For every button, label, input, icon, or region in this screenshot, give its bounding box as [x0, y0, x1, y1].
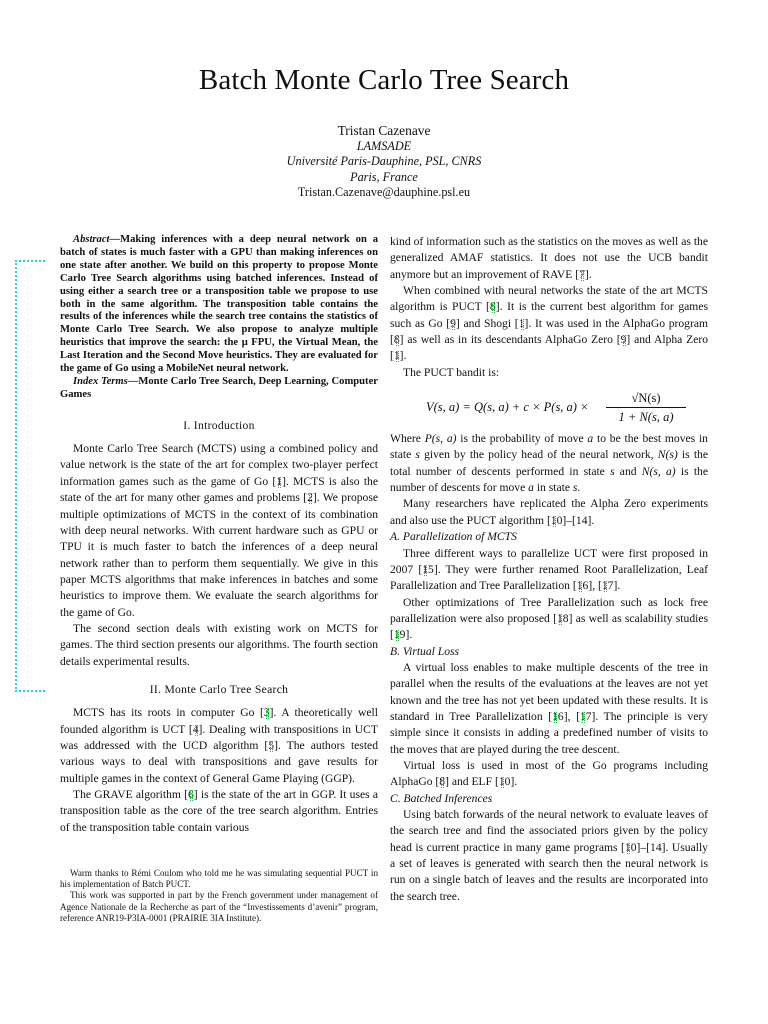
- author-email[interactable]: Tristan.Cazenave@dauphine.psl.eu: [297, 185, 471, 200]
- abstract-lead: Abstract: [73, 234, 110, 245]
- author-affiliation-lab: LAMSADE: [356, 139, 412, 153]
- paragraph: The GRAVE algorithm [6] is the state of the art in GGP. It uses a transposition table as the core of the tree search algorithm. Entries of the transposition table contain various: [60, 788, 378, 834]
- citation-link[interactable]: [16]: [572, 579, 593, 593]
- paragraph: Monte Carlo Tree Search (MCTS) using a combined policy and value network is the state of the art for complex two-player perfect information games such as the game of Go [1]. MCTS is also the state of the art for many other games and problems [2]. We propose multiple optimizations of MCTS in the context of its combination with deep neural networks. With current hardware such as GPU or TPU it is much faster to batch the inferences of a deep neural network rather than to perform them sequentially. We give in this paper MCTS algorithms that make inferences in batches and some heuristics to improve them. We evaluate the search algorithms for the game of Go.: [60, 442, 378, 619]
- citation-link[interactable]: [5]: [264, 738, 278, 752]
- author-location: Paris, France: [350, 169, 418, 184]
- citation-link[interactable]: [18]: [553, 611, 573, 625]
- index-terms-text: —Monte Carlo Tree Search, Deep Learning, Computer Games: [60, 375, 378, 400]
- paragraph: kind of information such as the statistics on the moves as well as the generalized AMAF statistics. It does not use the UCB bandit anymore but an improvement of RAVE [7].: [390, 235, 708, 281]
- citation-link[interactable]: [16]: [548, 709, 568, 723]
- citation-link[interactable]: [2]: [303, 491, 317, 505]
- citation-link[interactable]: [15]: [418, 562, 438, 576]
- citation-link[interactable]: [17]: [598, 579, 618, 593]
- citation-link[interactable]: [19]: [390, 628, 410, 642]
- citation-link[interactable]: [7]: [575, 267, 589, 281]
- paragraph: Using batch forwards of the neural network to evaluate leaves of the search tree and find the associated priors given by the policy head is current practice in many game programs [10]–[14]. Usually a set of leaves is generated with search then the neural network is run on a single batch of leaves and the results are incorporated into the search tree.: [390, 808, 708, 903]
- paragraph: Many researchers have replicated the Alpha Zero experiments and also use the PUCT algorithm [10]–[14].: [390, 497, 708, 527]
- puct-equation: [390, 389, 708, 425]
- paragraph: A virtual loss enables to make multiple descents of the tree in parallel when the results of the evaluations at the leaves are not yet known and the tree has not yet been updated with these results. It is standard in Tree Parallelization [16], [17]. The principle is very simple since it consists in adding a predefined number of visits to the moves that are played during the tree descent.: [390, 660, 709, 756]
- abstract: [60, 234, 378, 376]
- abstract-text: —Making inferences with a deep neural network on a batch of states is much faster with a GPU than making inferences on one state after another. We build on this property to propose Monte Carlo Tree Search algorithms using batched inferences. Instead of using either a search tree or a transposition table we propose to use both in the same algorithm. The transposition table contains the results of the inferences while the search tree contains the statistics of Monte Carlo Tree Search. We also propose to analyze multiple heuristics that improve the search: the μ FPU, the Virtual Mean, the Last Iteration and the Second Move heuristics. They are evaluated for the game of Go using a MobileNet neural network.: [60, 234, 378, 375]
- subsection-heading-batched-inferences: C. Batched Inferences: [390, 791, 493, 805]
- subsection-heading-parallelization: A. Parallelization of MCTS: [390, 530, 517, 544]
- author-affiliation-university: Université Paris-Dauphine, PSL, CNRS: [286, 154, 482, 169]
- author-name: Tristan Cazenave: [337, 123, 431, 138]
- citation-link[interactable]: [6]: [184, 788, 198, 801]
- paragraph-text: is the state of the art in GGP. It uses a transposition table as the core of the tree search algorithm. Entries of the transposition table contain various: [60, 788, 378, 834]
- citation-link[interactable]: [1]: [514, 316, 529, 330]
- citation-link[interactable]: [8]: [435, 775, 449, 789]
- section-heading-text: I. Introduction: [183, 418, 255, 432]
- subsection-heading-virtual-loss: B. Virtual Loss: [390, 644, 460, 658]
- citation-link[interactable]: [9]: [616, 333, 631, 347]
- citation-link[interactable]: [1]: [390, 349, 404, 363]
- citation-link[interactable]: [10]–[14]: [621, 840, 666, 854]
- paragraph: MCTS has its roots in computer Go [3]. A theoretically well founded algorithm is UCT [4]. Dealing with transpositions in UCT was addressed with the UCD algorithm [5]. The authors tested various ways to deal with transpositions and gave results for multiple games in the context of General Game Playing (GGP).: [60, 706, 378, 785]
- citation-link[interactable]: [8]: [486, 300, 500, 314]
- left-column: [60, 234, 378, 836]
- paragraph: Other optimizations of Tree Parallelization such as lock free parallelization were also proposed [18] as well as scalability studies [19].: [390, 595, 709, 642]
- citation-link[interactable]: [8]: [390, 333, 404, 347]
- paragraph: Where P(s, a) is the probability of move a to be the best moves in state s given by the policy head of the neural network, N(s) is the total number of descents performed in state s and N(s, a) is the number of descents for move a in state s.: [390, 432, 708, 495]
- section-heading-text: II. Monte Carlo Tree Search: [149, 682, 289, 696]
- paragraph: When combined with neural networks the state of the art MCTS algorithm is PUCT [8]. It is the current best algorithm for games such as Go [9] and Shogi [1]. It was used in the AlphaGo program [8] as well as in its descendants AlphaGo Zero [9] and Alpha Zero [1].: [390, 284, 708, 363]
- footnote: Warm thanks to Rémi Coulom who told me he was simulating sequential PUCT in his implementation of Batch PUCT.: [60, 868, 378, 890]
- equation-denominator: 1 + N(s, a): [618, 410, 674, 425]
- citation-link[interactable]: [17]: [576, 709, 596, 723]
- paragraph: The second section deals with existing work on MCTS for games. The third section presents our algorithms. The fourth section details experimental results.: [60, 621, 378, 668]
- paragraph: Virtual loss is used in most of the Go programs including AlphaGo [8] and ELF [10].: [390, 758, 708, 789]
- index-terms-lead: Index Terms: [73, 375, 128, 387]
- citation-link[interactable]: [10]: [494, 775, 515, 789]
- index-terms: [60, 376, 378, 402]
- citation-link[interactable]: [9]: [446, 316, 460, 330]
- footnotes: [60, 868, 378, 924]
- equation-lhs: V(s, a) = Q(s, a) + c × P(s, a) ×: [426, 400, 589, 415]
- author-block: [0, 123, 768, 201]
- citation-link[interactable]: [10]–[14]: [546, 513, 592, 527]
- citation-link[interactable]: [4]: [188, 722, 203, 736]
- equation-numerator: √N(s): [606, 389, 686, 408]
- citation-link[interactable]: [1]: [272, 474, 286, 488]
- right-column: [390, 234, 708, 905]
- citation-link[interactable]: [3]: [259, 706, 274, 720]
- section-heading-mcts: [60, 682, 378, 698]
- paragraph-text: kind of information such as the statistics on the moves as well as the generalized AMAF statistics. It does not use the UCB bandit anymore but an improvement of RAVE: [390, 235, 708, 281]
- footnote: This work was supported in part by the French government under management of Agence Nationale de la Recherche as part of the “Investissements d’avenir” program, reference ANR19-P3IA-0001 (PRAIRIE 3IA Institute).: [60, 890, 378, 923]
- paragraph: Three different ways to parallelize UCT were first proposed in 2007 [15]. They were further renamed Root Parallelization, Leaf Parallelization and Tree Parallelization [16], [17].: [390, 546, 708, 593]
- margin-annotation-box: [15, 260, 45, 692]
- paper-title: Batch Monte Carlo Tree Search: [198, 64, 570, 96]
- paragraph: The PUCT bandit is:: [403, 365, 500, 379]
- section-heading-introduction: [60, 418, 378, 434]
- equation-fraction: [606, 389, 686, 426]
